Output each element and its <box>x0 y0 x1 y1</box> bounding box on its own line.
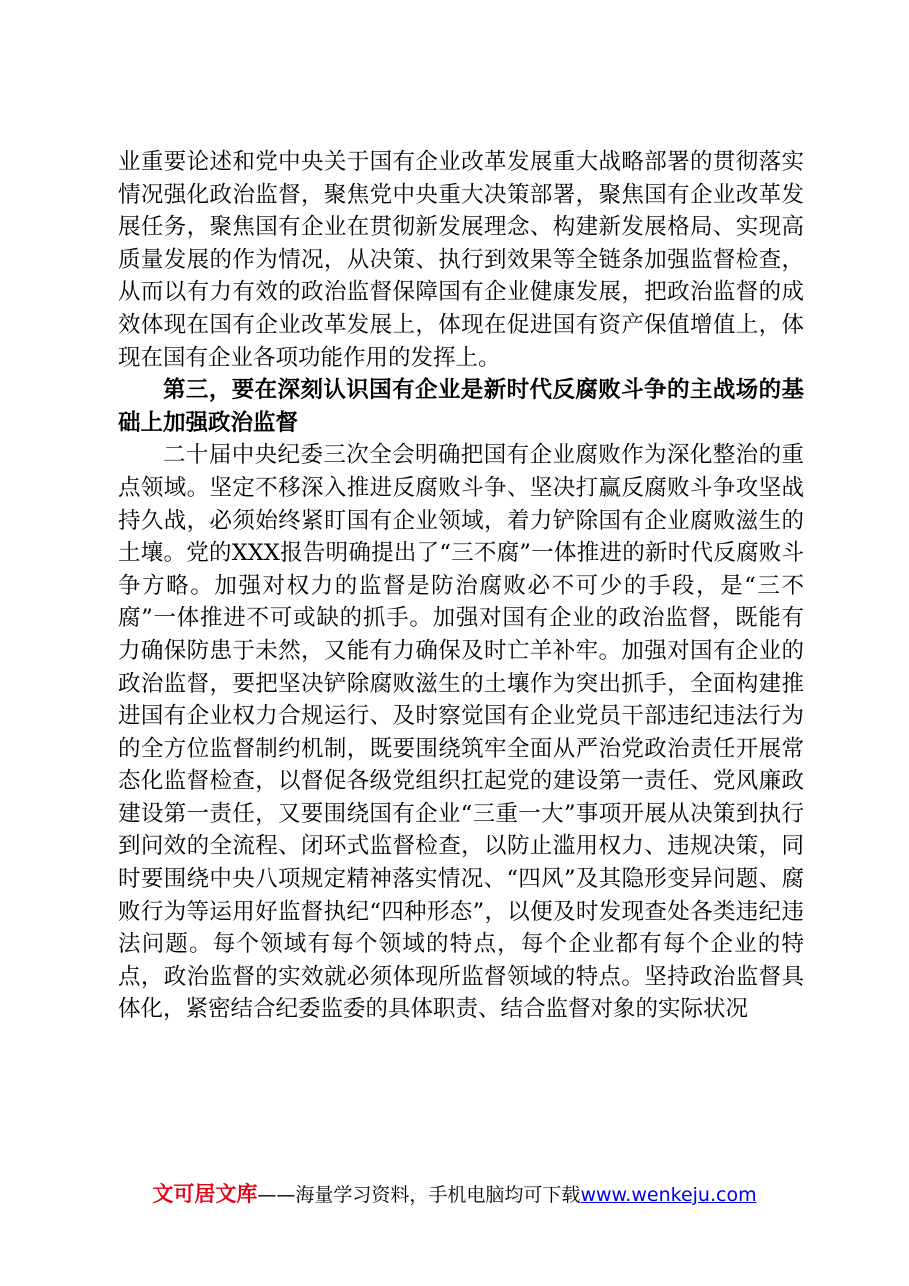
footer-brand: 文可居文库 <box>152 1182 258 1206</box>
footer-website-link[interactable]: www.wenkeju.com <box>580 1184 757 1206</box>
section-paragraph: 二十届中央纪委三次全会明确把国有企业腐败作为深化整治的重点领域。坚定不移深入推进反腐败斗争、坚决打赢反腐败斗争攻坚战持久战，必须始终紧盯国有企业领域，着力铲除国有企业腐败滋生的土壤。党的XXX报告明确提出了“三不腐”一体推进的新时代反腐败斗争方略。加强对权力的监督是防治腐败必不可少的手段，是“三不腐”一体推进不可或缺的抓手。加强对国有企业的政治监督，既能有力确保防患于未然，又能有力确保及时亡羊补牢。加强对国有企业的政治监督，要把坚决铲除腐败滋生的土壤作为突出抓手，全面构建推进国有企业权力合规运行、及时察觉国有企业党员干部违纪违法行为的全方位监督制约机制，既要围绕筑牢全面从严治党政治责任开展常态化监督检查，以督促各级党组织扛起党的建设第一责任、党风廉政建设第一责任，又要围绕国有企业“三重一大”事项开展从决策到执行到问效的全流程、闭环式监督检查，以防止滥用权力、违规决策，同时要围绕中央八项规定精神落实情况、“四风”及其隐形变异问题、腐败行为等运用好监督执纪“四种形态”，以便及时发现查处各类违纪违法问题。每个领域有每个领域的特点，每个企业都有每个企业的特点，政治监督的实效就必须体现所监督领域的特点。坚持政治监督具体化，紧密结合纪委监委的具体职责、结合监督对象的实际状况 <box>118 442 804 1023</box>
section-heading: 第三，要在深刻认识国有企业是新时代反腐败斗争的主战场的基础上加强政治监督 <box>118 377 804 436</box>
page-footer <box>0 1180 909 1209</box>
footer-slogan: ——海量学习资料，手机电脑均可下载 <box>257 1184 581 1206</box>
continuation-paragraph: 业重要论述和党中央关于国有企业改革发展重大战略部署的贯彻落实情况强化政治监督，聚焦党中央重大决策部署，聚焦国有企业改革发展任务，聚焦国有企业在贯彻新发展理念、构建新发展格局、实现高质量发展的作为情况，从决策、执行到效果等全链条加强监督检查，从而以有力有效的政治监督保障国有企业健康发展，把政治监督的成效体现在国有企业改革发展上，体现在促进国有资产保值增值上，体现在国有企业各项功能作用的发挥上。 <box>118 149 804 371</box>
document-body <box>118 146 804 1026</box>
